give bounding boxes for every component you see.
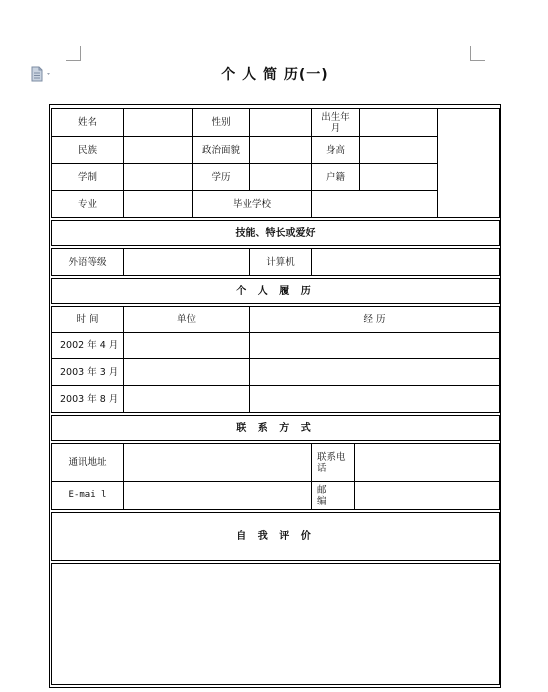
cell-birth-value[interactable] (359, 108, 438, 137)
phone-label-line2: 话 (317, 462, 327, 474)
phone-label-line1: 联系电 (317, 451, 346, 463)
page-corner-marker-top-right (470, 46, 485, 61)
cell-ethnicity-label: 民族 (51, 136, 124, 164)
cell-political-value[interactable] (249, 136, 312, 164)
cell-address-value[interactable] (123, 443, 312, 482)
contact-section-header: 联 系 方 式 (51, 415, 500, 441)
resume-row-date: 2003 年 8 月 (51, 385, 124, 413)
cell-postcode-value[interactable] (354, 481, 500, 510)
cell-education-system-value[interactable] (123, 163, 193, 191)
cell-computer-label: 计算机 (249, 248, 312, 276)
cell-birth-label (311, 108, 360, 137)
cell-major-label: 专业 (51, 190, 124, 218)
cell-ethnicity-value[interactable] (123, 136, 193, 164)
cell-household-value[interactable] (359, 163, 438, 191)
document-icon[interactable] (31, 66, 53, 82)
resume-row-unit[interactable] (123, 358, 250, 386)
cell-education-value[interactable] (249, 163, 312, 191)
self-evaluation-header: 自 我 评 价 (51, 512, 500, 561)
cell-political-label: 政治面貌 (192, 136, 250, 164)
cell-language-label: 外语等级 (51, 248, 124, 276)
cell-address-label: 通讯地址 (51, 443, 124, 482)
cell-postcode-label (311, 481, 355, 510)
cell-phone-value[interactable] (354, 443, 500, 482)
cell-height-value[interactable] (359, 136, 438, 164)
cell-school-value[interactable] (311, 190, 438, 218)
cell-education-label: 学历 (192, 163, 250, 191)
resume-row-experience[interactable] (249, 332, 500, 359)
self-evaluation-content[interactable] (51, 563, 500, 685)
cell-computer-value[interactable] (311, 248, 500, 276)
resume-row-experience[interactable] (249, 358, 500, 386)
cell-major-value[interactable] (123, 190, 193, 218)
cell-height-label: 身高 (311, 136, 360, 164)
postcode-label-line2: 编 (317, 495, 327, 507)
cell-name-value[interactable] (123, 108, 193, 137)
cell-name-label: 姓名 (51, 108, 124, 137)
cell-email-label: E-mai l (51, 481, 124, 510)
cell-photo[interactable] (437, 108, 500, 218)
birth-label-line2: 月 (330, 122, 341, 134)
resume-section-header: 个 人 履 历 (51, 278, 500, 304)
cell-email-value[interactable] (123, 481, 312, 510)
resume-row-experience[interactable] (249, 385, 500, 413)
resume-row-date: 2002 年 4 月 (51, 332, 124, 359)
resume-row-unit[interactable] (123, 385, 250, 413)
cell-school-label: 毕业学校 (192, 190, 312, 218)
cell-household-label: 户籍 (311, 163, 360, 191)
cell-language-value[interactable] (123, 248, 250, 276)
page-title: 个 人 简 历(一) (221, 67, 329, 83)
cell-education-system-label: 学制 (51, 163, 124, 191)
page-corner-marker-top-left (66, 46, 81, 61)
resume-col-unit: 单位 (123, 306, 250, 333)
resume-col-time: 时 间 (51, 306, 124, 333)
resume-row-unit[interactable] (123, 332, 250, 359)
postcode-label-line1: 邮 (317, 484, 327, 496)
resume-row-date: 2003 年 3 月 (51, 358, 124, 386)
cell-phone-label (311, 443, 355, 482)
skills-section-header: 技能、特长或爱好 (51, 220, 500, 246)
resume-col-experience: 经 历 (249, 306, 500, 333)
cell-gender-label: 性别 (192, 108, 250, 137)
cell-gender-value[interactable] (249, 108, 312, 137)
birth-label-line1: 出生年 (321, 111, 350, 123)
